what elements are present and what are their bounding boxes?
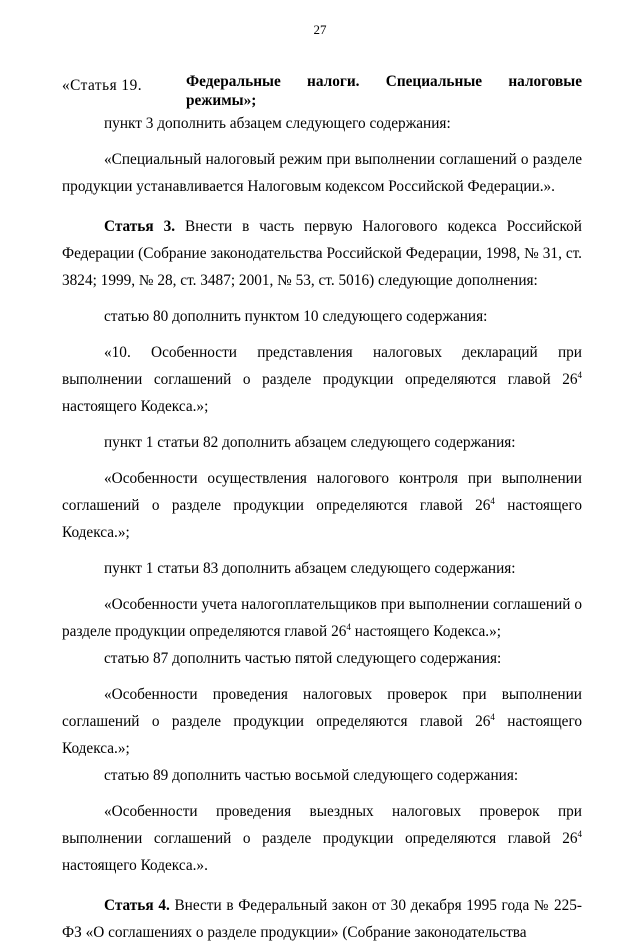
chapter-superscript: 4 (577, 370, 582, 380)
article-4-paragraph (62, 892, 582, 946)
article-4-label: Статья 4. (104, 897, 170, 914)
chapter-superscript: 4 (490, 712, 495, 722)
chapter-superscript: 4 (346, 622, 351, 632)
article-3-text: Внести в часть первую Налогового кодекса Российской Федерации (Собрание законодательства Российской Федерации, 1998, № 31, ст. 3824; 1999, № 28, ст. 3487; 2001, № 53, ст. 5016) следующие дополнения: (62, 218, 582, 289)
article-3-label: Статья 3. (104, 218, 176, 235)
paragraph: пункт 3 дополнить абзацем следующего содержания: (104, 115, 451, 132)
paragraph: пункт 1 статьи 82 дополнить абзацем следующего содержания: (104, 434, 516, 451)
paragraph: «Специальный налоговый режим при выполнении соглашений о разделе продукции устанавливается Налоговым кодексом Российской Федерации.». (62, 151, 582, 195)
paragraph (62, 339, 582, 420)
document-body (62, 72, 582, 946)
paragraph-text: «10. Особенности представления налоговых деклараций при выполнении соглашений о разделе продукции определяются главой 26 (62, 344, 582, 388)
paragraph: статью 80 дополнить пунктом 10 следующего содержания: (104, 308, 488, 325)
paragraph (62, 681, 582, 762)
paragraph-text: настоящего Кодекса.»; (62, 398, 209, 415)
paragraph-text: «Особенности проведения налоговых проверок при выполнении соглашений о разделе продукции определяются главой 26 (62, 686, 582, 730)
paragraph-text: «Особенности проведения выездных налоговых проверок при выполнении соглашений о разделе продукции определяются главой 26 (62, 803, 582, 847)
chapter-superscript: 4 (490, 496, 495, 506)
paragraph (62, 591, 582, 645)
paragraph-text: настоящего Кодекса.». (62, 857, 208, 874)
paragraph-text: «Особенности осуществления налогового контроля при выполнении соглашений о разделе продукции определяются главой 26 (62, 470, 582, 514)
chapter-superscript: 4 (577, 829, 582, 839)
paragraph-text: настоящего Кодекса.»; (62, 497, 583, 541)
article-4-text: Внести в Федеральный закон от 30 декабря 1995 года № 225-ФЗ «О соглашениях о разделе продукции» (Собрание законодательства (62, 897, 582, 941)
article-19-heading (62, 72, 582, 110)
paragraph: пункт 1 статьи 83 дополнить абзацем следующего содержания: (104, 560, 516, 577)
page-number: 27 (313, 22, 327, 37)
article-19-label: «Статья 19. (62, 77, 143, 94)
paragraph-text: настоящего Кодекса.»; (62, 713, 583, 757)
paragraph (62, 465, 582, 546)
article-3-paragraph (62, 213, 582, 294)
paragraph: статью 87 дополнить частью пятой следующего содержания: (104, 650, 502, 667)
paragraph-text: настоящего Кодекса.»; (350, 623, 502, 640)
paragraph (62, 798, 582, 879)
article-19-title: Федеральные налоги. Специальные налоговые режимы»; (186, 73, 582, 109)
paragraph-text: «Особенности учета налогоплательщиков при выполнении соглашений о разделе продукции определяются главой 26 (62, 596, 582, 640)
paragraph: статью 89 дополнить частью восьмой следующего содержания: (104, 767, 519, 784)
